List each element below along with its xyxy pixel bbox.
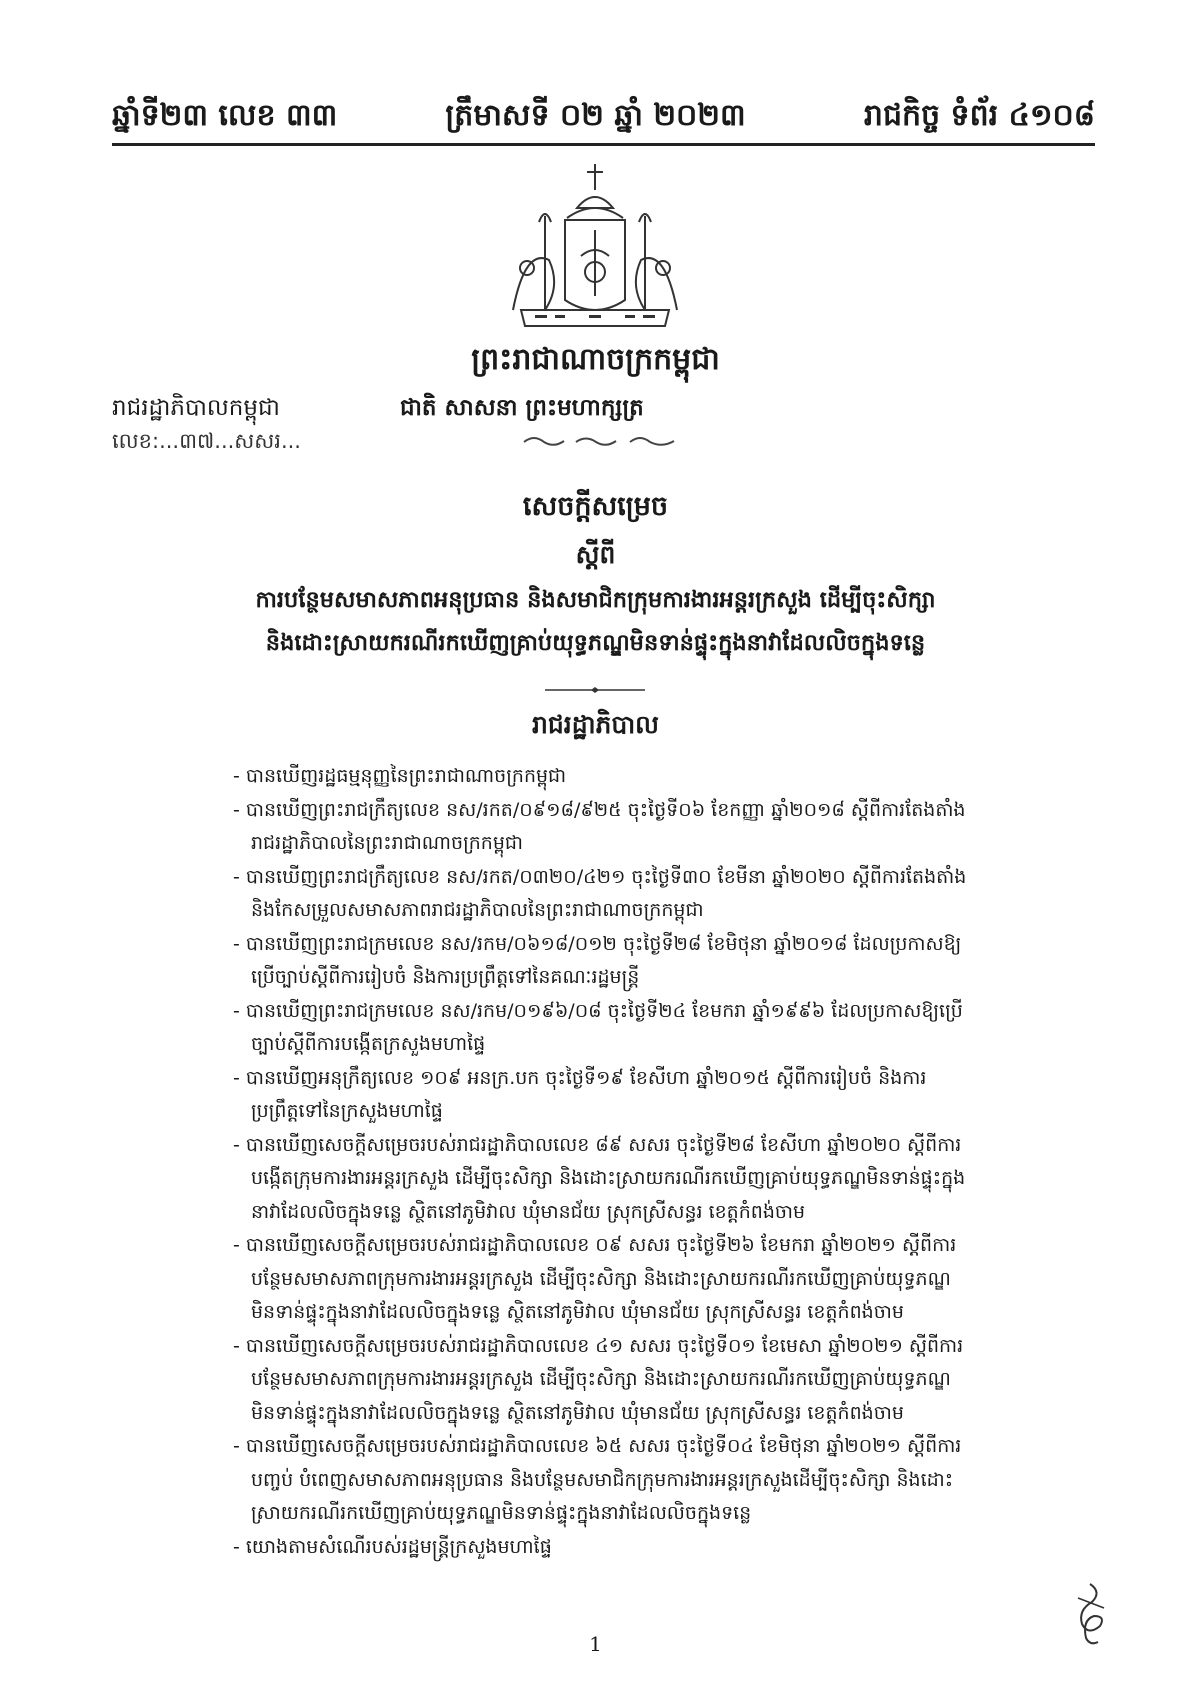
consideration-item: - បានឃើញសេចក្តីសម្រេចរបស់រាជរដ្ឋាភិបាលលេខ ០៩ សសរ ចុះថ្ងៃទី២៦ ខែមករា ឆ្នាំ២០២១ ស្តីពីការបន្ថែមសមាសភាពក្រុមការងារអន្តរក្រសួង ដើម្បីចុះសិក្សា និងដោះស្រាយករណីរកឃើញគ្រាប់យុទ្ធភណ្ឌមិនទាន់ផ្ទុះក្នុងនាវាដែលលិចក្នុងទន្លេ ស្ថិតនៅភូមិវាល ឃុំមានជ័យ ស្រុកស្រីសន្ធរ ខេត្តកំពង់ចាម (233, 1234, 957, 1323)
decision-subject-line-1: ការបន្ថែមសមាសភាពអនុប្រធាន និងសមាជិកក្រុមការងារអន្តរក្រសួង ដើម្បីចុះសិក្សា (255, 587, 936, 613)
consideration-item: - យោងតាមសំណើរបស់រដ្ឋមន្ត្រីក្រសួងមហាផ្ទៃ (233, 1535, 552, 1558)
consideration-item: - បានឃើញព្រះរាជក្រមលេខ នស/រកម/០៦១៨/០១២ ចុះថ្ងៃទី២៨ ខែមិថុនា ឆ្នាំ២០១៨ ដែលប្រកាសឱ្យប្រើច្បាប់ស្តីពីការរៀបចំ និងការប្រព្រឹត្តទៅនៃគណៈរដ្ឋមន្ត្រី (233, 932, 962, 988)
consideration-item: - បានឃើញសេចក្តីសម្រេចរបស់រាជរដ្ឋាភិបាលលេខ ៦៥ សសរ ចុះថ្ងៃទី០៤ ខែមិថុនា ឆ្នាំ២០២១ ស្តីពីការបញ្ចប់ បំពេញសមាសភាពអនុប្រធាន និងបន្ថែមសមាជិកក្រុមការងារអន្តរក្រសួងដើម្បីចុះសិក្សា និងដោះស្រាយករណីរកឃើញគ្រាប់យុទ្ធភណ្ឌមិនទាន់ផ្ទុះក្នុងនាវាដែលលិចក្នុងទន្លេ (233, 1435, 962, 1524)
gazette-year-issue: ឆ្នាំទី២៣ លេខ ៣៣ (112, 98, 338, 133)
consideration-item: - បានឃើញសេចក្តីសម្រេចរបស់រាជរដ្ឋាភិបាលលេខ ៤១ សសរ ចុះថ្ងៃទី០១ ខែមេសា ឆ្នាំ២០២១ ស្តីពីការបន្ថែមសមាសភាពក្រុមការងារអន្តរក្រសួង ដើម្បីចុះសិក្សា និងដោះស្រាយករណីរកឃើញគ្រាប់យុទ្ធភណ្ឌមិនទាន់ផ្ទុះក្នុងនាវាដែលលិចក្នុងទន្លេ ស្ថិតនៅភូមិវាល ឃុំមានជ័យ ស្រុកស្រីសន្ធរ ខេត្តកំពង់ចាម (233, 1334, 964, 1424)
national-motto: ជាតិ សាសនា ព្រះមហាក្សត្រ (400, 395, 644, 421)
decision-subject-line-2: និងដោះស្រាយករណីរកឃើញគ្រាប់យុទ្ធភណ្ឌមិនទាន់ផ្ទុះក្នុងនាវាដែលលិចក្នុងទន្លេ (265, 630, 926, 656)
decision-title: សេចក្តីសម្រេច (522, 491, 669, 522)
considerations-list (233, 760, 973, 1564)
consideration-item: - បានឃើញអនុក្រឹត្យលេខ ១០៩ អនក្រ.បក ចុះថ្ងៃទី១៩ ខែសីហា ឆ្នាំ២០១៥ ស្តីពីការរៀបចំ និងការប្រព្រឹត្តទៅនៃក្រសួងមហាផ្ទៃ (233, 1066, 927, 1122)
header-rule (112, 143, 1095, 146)
gazette-date: ត្រឹមាសទី ០២ ឆ្នាំ ២០២៣ (445, 98, 746, 133)
consideration-item: - បានឃើញសេចក្តីសម្រេចរបស់រាជរដ្ឋាភិបាលលេខ ៨៩ សសរ ចុះថ្ងៃទី២៨ ខែសីហា ឆ្នាំ២០២០ ស្តីពីការបង្កើតក្រុមការងារអន្តរក្រសួង ដើម្បីចុះសិក្សា និងដោះស្រាយករណីរកឃើញគ្រាប់យុទ្ធភណ្ឌមិនទាន់ផ្ទុះក្នុងនាវាដែលលិចក្នុងទន្លេ ស្ថិតនៅភូមិវាល ឃុំមានជ័យ ស្រុកស្រីសន្ធរ ខេត្តកំពង់ចាម (233, 1133, 966, 1223)
issuer-name: រាជរដ្ឋាភិបាលកម្ពុជា (112, 395, 280, 421)
gazette-page-ref: រាជកិច្ច ទំព័រ ៤១០៨ (863, 98, 1095, 133)
page-number: 1 (589, 1632, 602, 1656)
decision-number: លេខ:...៣៧...សសរ... (112, 429, 301, 453)
government-heading: រាជរដ្ឋាភិបាល (532, 710, 659, 739)
kingdom-name: ព្រះរាជាណាចក្រកម្ពុជា (471, 342, 720, 377)
consideration-item: - បានឃើញរដ្ឋធម្មនុញ្ញនៃព្រះរាជាណាចក្រកម្ពុជា (233, 765, 567, 787)
decision-about: ស្តីពី (575, 540, 616, 569)
consideration-item: - បានឃើញព្រះរាជក្រឹត្យលេខ នស/រកត/០៣២០/៤២១ ចុះថ្ងៃទី៣០ ខែមីនា ឆ្នាំ២០២០ ស្តីពីការតែងតាំង និងកែសម្រួលសមាសភាពរាជរដ្ឋាភិបាលនៃព្រះរាជាណាចក្រកម្ពុជា (233, 865, 967, 921)
royal-coat-of-arms-icon (505, 160, 685, 332)
consideration-item: - បានឃើញព្រះរាជក្រឹត្យលេខ នស/រកត/០៩១៨/៩២៥ ចុះថ្ងៃទី០៦ ខែកញ្ញា ឆ្នាំ២០១៨ ស្តីពីការតែងតាំង រាជរដ្ឋាភិបាលនៃព្រះរាជាណាចក្រកម្ពុជា (233, 798, 966, 854)
ornament-divider-icon (520, 432, 680, 450)
subject-divider (545, 686, 645, 694)
consideration-item: - បានឃើញព្រះរាជក្រមលេខ នស/រកម/០១៩៦/០៨ ចុះថ្ងៃទី២៤ ខែមករា ឆ្នាំ១៩៩៦ ដែលប្រកាសឱ្យប្រើច្បាប់ស្តីពីការបង្កើតក្រសួងមហាផ្ទៃ (233, 999, 963, 1055)
